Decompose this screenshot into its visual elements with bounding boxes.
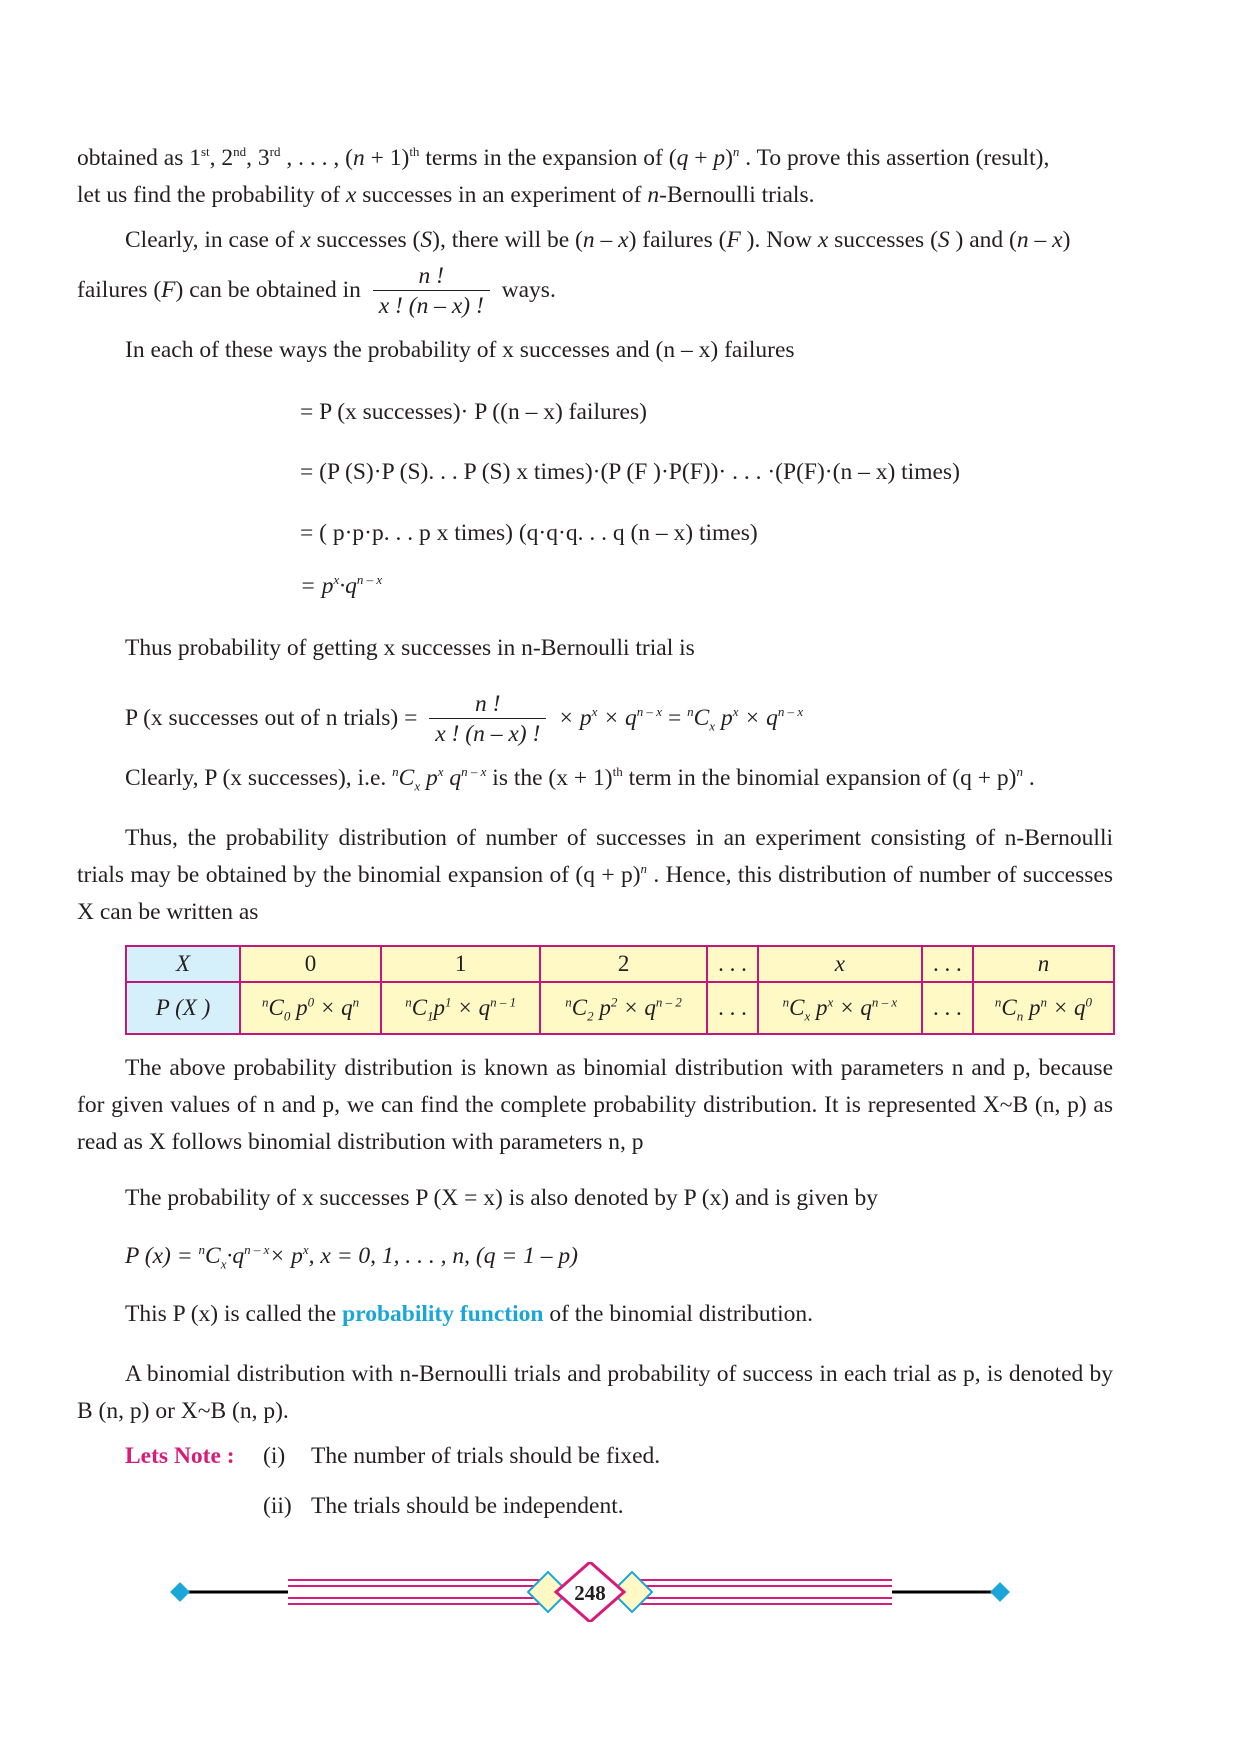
probability-function-formula: P $(x) = ^nC_x\cdot q^{n - x}\times p^x$, x = 0, 1, . . . , n, (q = 1 – p) (125, 1242, 578, 1272)
intro-paragraph: obtained as 1st, 2nd, 3rd , . . . , $(n + 1)^{th}$ terms in the expansion of $(q + p)^n$ . To prove this assertion (result), let us find the probability of x successes in an experiment of n-Bernoulli trials. (77, 144, 1050, 208)
ways-paragraph: In each of these ways the probability of x successes and (n – x) failures (125, 337, 795, 363)
table-row (126, 982, 1114, 1034)
table-cell: P (X ) (126, 982, 240, 1034)
note-item-text: The number of trials should be fixed. (311, 1443, 661, 1469)
table-cell: . . . (922, 982, 973, 1034)
table-cell: $^nC_2$ $p^2 \times q^{n - 2}$ (540, 982, 707, 1034)
table-cell: 1 (381, 946, 540, 982)
table-cell: $^nC_n$ $p^n \times q^0$ (973, 982, 1114, 1034)
equation-line-4: = $p^x\cdot q^{n - x}$ (300, 572, 383, 599)
binomial-notation-paragraph: A binomial distribution with n-Bernoulli trials and probability of success in each trial as p, is denoted by B (n, p) or X~B (n, p). (77, 1361, 1113, 1424)
footer-diamond-right-icon (990, 1582, 1010, 1602)
table-cell: n (973, 946, 1114, 982)
lets-note (125, 1438, 235, 1475)
thus-paragraph: Thus probability of getting x successes in n-Bernoulli trial is (125, 635, 695, 661)
table-cell: 0 (240, 946, 381, 982)
footer-diamond-left-icon (170, 1582, 190, 1602)
binomial-distribution-table (125, 945, 1115, 1035)
table-cell: x (758, 946, 922, 982)
table-cell: 2 (540, 946, 707, 982)
page-number: 248 (574, 1581, 606, 1605)
table-cell: $^nC_1p^1 \times q^{n - 1}$ (381, 982, 540, 1034)
probability-denoted-paragraph: The probability of x successes P (X = x) is also denoted by P (x) and is given by (125, 1185, 878, 1211)
note-item: (i) (263, 1443, 286, 1469)
table-row (126, 946, 1114, 982)
note-item-text: The trials should be independent. (311, 1493, 624, 1519)
term-paragraph: Clearly, P (x successes), i.e. $^nC_x$ $p^x$ $q^{n - x}$ is the $(x + 1)^{th}$ term in the binomial expansion of $(q + p)^n$ . (125, 764, 1035, 794)
table-cell: $^nC_x$ $p^x \times q^{n - x}$ (758, 982, 922, 1034)
table-cell: X (126, 946, 240, 982)
binomial-formula: P (x successes out of n trials) = $\frac{n !}{x ! (n - x) !}$ × $p^x \times q^{n - x} = ^nC_x$ $p^x \times q^{n - x}$ (125, 691, 804, 747)
equation-line-2: = (P (S)·P (S). . . P (S) x times)·(P (F )·P(F))· . . . ·(P(F)·(n – x) times) (300, 459, 960, 485)
table-cell: . . . (707, 982, 758, 1034)
binomial-definition-paragraph: The above probability distribution is known as binomial distribution with parameters n and p, because for given values of n and p, we can find the complete probability distribution. It is represented X~B (n, p) as read as X follows binomial distribution with parameters n, p (77, 1055, 1113, 1155)
note-item: (ii) (263, 1493, 292, 1519)
combination-line: failures (F) can be obtained in $\frac{n !}{x ! (n - x) !}$ ways. (77, 263, 556, 319)
equation-line-1: = P (x successes)· P ((n – x) failures) (300, 399, 647, 425)
table-cell: $^nC_0$ $p^0 \times q^n$ (240, 982, 381, 1034)
equation-line-3: = ( p·p·p. . . p x times) (q·q·q. . . q (n – x) times) (300, 520, 758, 546)
formula-fraction: $\frac{n !}{x ! (n - x) !}$ (429, 690, 546, 749)
table-cell: . . . (707, 946, 758, 982)
failures-paragraph: Clearly, in case of x successes (S), there will be (n – x) failures (F ). Now x successes (S ) and (n – x) (125, 227, 1071, 253)
table-cell: . . . (922, 946, 973, 982)
combination-fraction: $\frac{n !}{x ! (n - x) !}$ (373, 262, 490, 321)
probability-function-term: probability function (342, 1301, 544, 1327)
note-label: Lets Note : (125, 1443, 235, 1469)
probability-function-paragraph: This P (x) is called the probability function of the binomial distribution. (125, 1301, 814, 1327)
distribution-paragraph: Thus, the probability distribution of number of successes in an experiment consisting of n-Bernoulli trials may be obtained by the binomial expansion of $(q + p)^n$ . Hence, this distribution of number of successes X can be written as (77, 825, 1113, 925)
